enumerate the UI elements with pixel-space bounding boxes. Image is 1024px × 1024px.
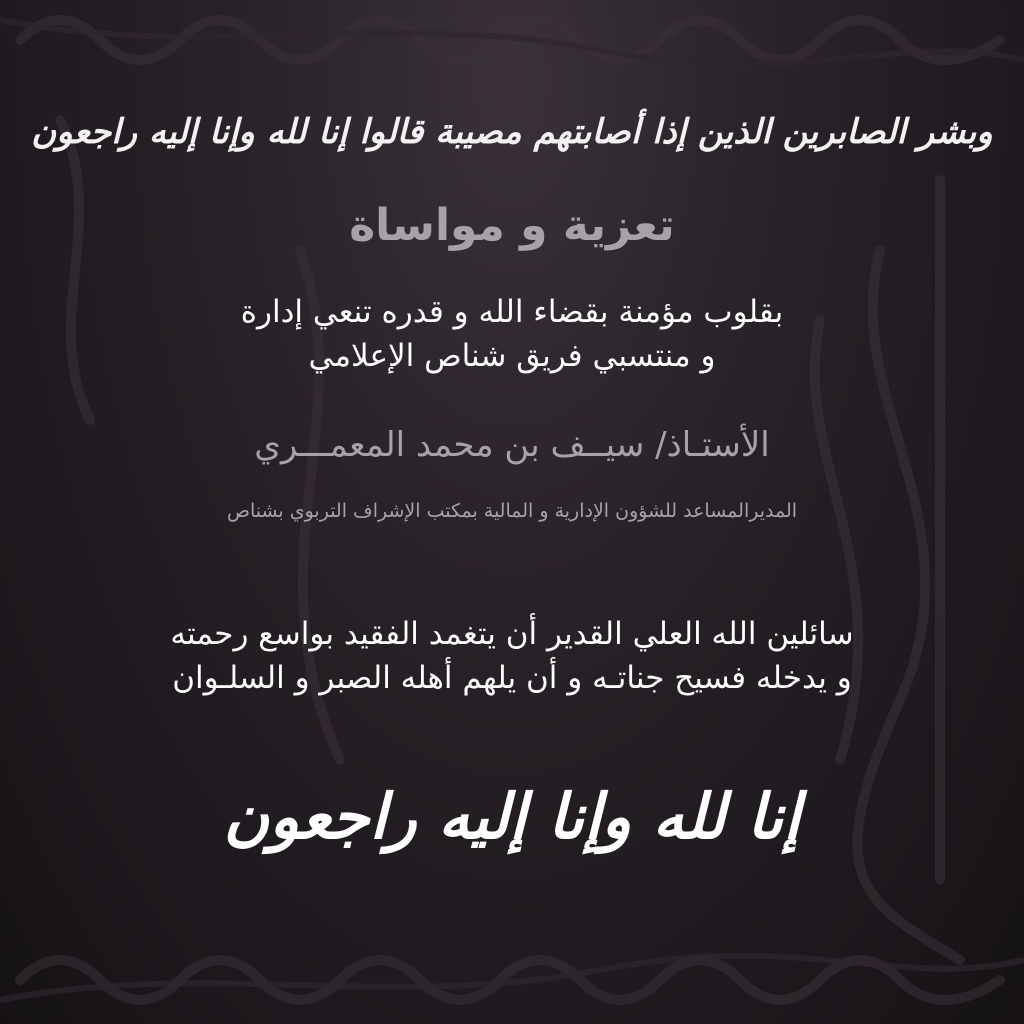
deceased-name: الأستـاذ/ سيــف بن محمد المعمـــري (254, 425, 770, 465)
announcement-line-2: و منتسبي فريق شناص الإعلامي (308, 338, 716, 374)
prayer-line-2: و يدخله فسيح جناتـه و أن يلهم أهله الصبر و السلـوان (172, 660, 852, 696)
page-title: تعزية و مواساة (349, 200, 675, 251)
announcement-line-1: بقلوب مؤمنة بقضاء الله و قدره تنعي إدارة (240, 294, 784, 330)
announcement-text (0, 290, 1024, 378)
prayer-text (0, 612, 1024, 700)
deceased-position: المديرالمساعد للشؤون الإدارية و المالية بمكتب الإشراف التربوي بشناص (226, 500, 798, 522)
basmala-calligraphy: وبشر الصابرين الذين إذا أصابتهم مصيبة قالوا إنا لله وإنا إليه راجعون (31, 112, 993, 152)
closing-calligraphy: إنا لله وإنا إليه راجعون (223, 780, 801, 853)
prayer-line-1: سائلين الله العلي القدير أن يتغمد الفقيد بواسع رحمته (170, 616, 854, 652)
